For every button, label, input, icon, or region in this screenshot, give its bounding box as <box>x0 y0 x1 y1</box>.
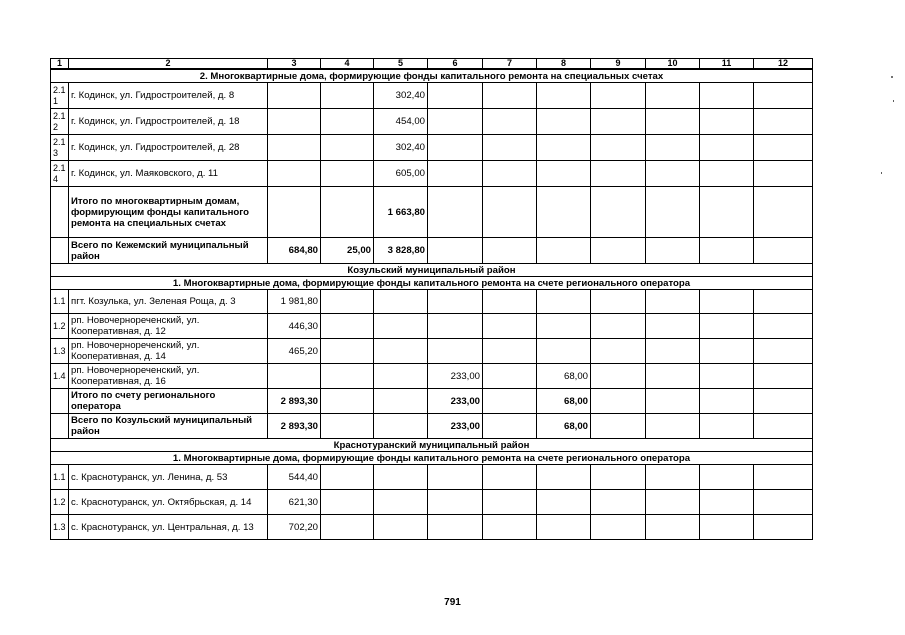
district-heading: Краснотуранский муниципальный район <box>51 439 813 452</box>
column-header: 9 <box>591 59 646 70</box>
value-cell: 302,40 <box>374 83 428 109</box>
row-index: 2.1 2 <box>53 110 66 132</box>
address-cell: с. Краснотуранск, ул. Октябрьская, д. 14 <box>69 490 268 515</box>
value-cell: 25,00 <box>321 238 374 264</box>
value-cell: 1 981,80 <box>268 290 321 314</box>
value-cell: 446,30 <box>268 314 321 339</box>
section-heading: 1. Многоквартирные дома, формирующие фонды капитального ремонта на счете регионального оператора <box>51 277 813 290</box>
total-label: Всего по Кежемский муниципальный район <box>69 238 268 264</box>
column-header: 12 <box>754 59 813 70</box>
capital-repair-table <box>50 58 813 540</box>
value-cell: 684,80 <box>268 238 321 264</box>
column-header: 2 <box>69 59 268 70</box>
scan-speck <box>881 172 882 174</box>
table-row <box>51 314 813 339</box>
value-cell: 68,00 <box>537 414 591 439</box>
address-cell: г. Кодинск, ул. Маяковского, д. 11 <box>69 161 268 187</box>
row-index: 2.1 3 <box>53 136 66 158</box>
row-index: 1.2 <box>51 314 69 339</box>
section-heading: 1. Многоквартирные дома, формирующие фонды капитального ремонта на счете регионального оператора <box>51 452 813 465</box>
row-index: 2.1 1 <box>53 84 66 106</box>
value-cell: 544,40 <box>268 465 321 490</box>
value-cell: 233,00 <box>428 414 483 439</box>
value-cell: 454,00 <box>374 109 428 135</box>
value-cell: 605,00 <box>374 161 428 187</box>
value-cell: 702,20 <box>268 515 321 540</box>
district-heading: Козульский муниципальный район <box>51 264 813 277</box>
address-cell: пгт. Козулька, ул. Зеленая Роща, д. 3 <box>69 290 268 314</box>
district-header-row <box>51 439 813 452</box>
district-header-row <box>51 264 813 277</box>
column-header: 4 <box>321 59 374 70</box>
column-header: 10 <box>646 59 700 70</box>
value-cell: 68,00 <box>537 364 591 389</box>
column-header: 8 <box>537 59 591 70</box>
table-row <box>51 515 813 540</box>
subtotal-label: Итого по счету регионального оператора <box>69 389 268 414</box>
total-row <box>51 238 813 264</box>
value-cell: 233,00 <box>428 364 483 389</box>
table-row <box>51 290 813 314</box>
row-index: 1.3 <box>51 515 69 540</box>
value-cell: 302,40 <box>374 135 428 161</box>
column-header: 3 <box>268 59 321 70</box>
address-cell: рп. Новочернореченский, ул. Кооперативная, д. 14 <box>69 339 268 364</box>
column-header: 11 <box>700 59 754 70</box>
page-number: 791 <box>444 597 461 608</box>
column-number-header-row <box>51 59 813 70</box>
table-row <box>51 490 813 515</box>
value-cell: 621,30 <box>268 490 321 515</box>
address-cell: г. Кодинск, ул. Гидростроителей, д. 8 <box>69 83 268 109</box>
table-row <box>51 161 813 187</box>
subtotal-label: Итого по многоквартирным домам, формирующим фонды капитального ремонта на специальных счетах <box>69 187 268 238</box>
address-cell: г. Кодинск, ул. Гидростроителей, д. 28 <box>69 135 268 161</box>
table-row <box>51 135 813 161</box>
row-index: 2.1 4 <box>53 162 66 184</box>
address-cell: с. Краснотуранск, ул. Ленина, д. 53 <box>69 465 268 490</box>
value-cell: 1 663,80 <box>374 187 428 238</box>
address-cell: с. Краснотуранск, ул. Центральная, д. 13 <box>69 515 268 540</box>
section-header-row <box>51 277 813 290</box>
address-cell: рп. Новочернореченский, ул. Кооперативная, д. 12 <box>69 314 268 339</box>
value-cell: 233,00 <box>428 389 483 414</box>
table-row <box>51 83 813 109</box>
value-cell: 2 893,30 <box>268 389 321 414</box>
row-index: 1.2 <box>51 490 69 515</box>
section-header-row <box>51 452 813 465</box>
table-row <box>51 109 813 135</box>
section-header-row <box>51 69 813 83</box>
table-row <box>51 339 813 364</box>
column-header: 1 <box>51 59 69 70</box>
row-index: 1.3 <box>51 339 69 364</box>
subtotal-row <box>51 187 813 238</box>
total-row <box>51 414 813 439</box>
row-index: 1.1 <box>51 290 69 314</box>
row-index: 1.4 <box>51 364 69 389</box>
scan-speck <box>891 76 893 78</box>
subtotal-row <box>51 389 813 414</box>
column-header: 6 <box>428 59 483 70</box>
value-cell: 3 828,80 <box>374 238 428 264</box>
column-header: 7 <box>483 59 537 70</box>
address-cell: г. Кодинск, ул. Гидростроителей, д. 18 <box>69 109 268 135</box>
column-header: 5 <box>374 59 428 70</box>
value-cell: 465,20 <box>268 339 321 364</box>
row-index: 1.1 <box>51 465 69 490</box>
address-cell: рп. Новочернореченский, ул. Кооперативная, д. 16 <box>69 364 268 389</box>
table-row <box>51 364 813 389</box>
total-label: Всего по Козульский муниципальный район <box>69 414 268 439</box>
value-cell: 68,00 <box>537 389 591 414</box>
scan-speck <box>893 100 894 102</box>
section-heading: 2. Многоквартирные дома, формирующие фонды капитального ремонта на специальных счетах <box>51 69 813 83</box>
value-cell: 2 893,30 <box>268 414 321 439</box>
table-row <box>51 465 813 490</box>
